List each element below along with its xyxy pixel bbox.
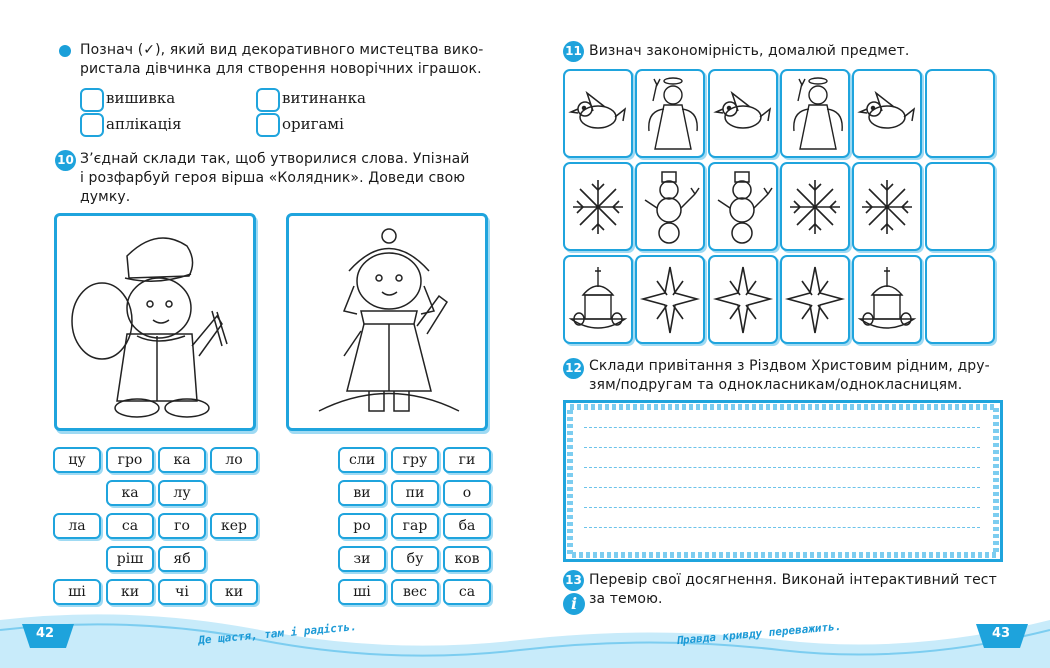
pattern-cell-angel <box>780 69 850 158</box>
bullet-dot <box>59 45 71 57</box>
task-number-13: 13 <box>563 570 584 591</box>
angel-icon <box>637 71 703 156</box>
pattern-cell-easter-basket <box>563 255 633 344</box>
pattern-cell-snowflake <box>563 162 633 251</box>
syllable-chip[interactable]: ріш <box>106 546 154 572</box>
pattern-cell-star <box>708 255 778 344</box>
bird-icon <box>710 71 776 156</box>
pattern-cell-star <box>635 255 705 344</box>
task13-line-2: за темою. <box>589 591 663 607</box>
easter-cake-icon <box>854 257 920 342</box>
pattern-cell-bird <box>563 69 633 158</box>
info-icon[interactable]: i <box>563 593 585 615</box>
task-number-11: 11 <box>563 41 584 62</box>
winter-girl-illustration <box>289 216 485 428</box>
syllable-chip[interactable]: бу <box>391 546 439 572</box>
task10-text <box>80 150 510 207</box>
footer-wave <box>0 600 1050 668</box>
pattern-cell-snowman <box>708 162 778 251</box>
snowflake-icon <box>782 164 848 249</box>
task13-line-1: Перевір свої досягнення. Виконай інтерактивний тест <box>589 572 997 588</box>
syllable-chip[interactable]: го <box>158 513 206 539</box>
intro-question <box>80 41 510 79</box>
syllable-chip[interactable]: ло <box>210 447 258 473</box>
winter-girl-picture[interactable] <box>286 213 488 431</box>
syllable-chip[interactable]: цу <box>53 447 101 473</box>
pattern-cell-angel <box>635 69 705 158</box>
syllable-chip[interactable]: ги <box>443 447 491 473</box>
option-label-origami: оригамі <box>282 115 344 133</box>
snowman-icon <box>637 164 703 249</box>
snowflake-icon <box>854 164 920 249</box>
pattern-cell-star <box>780 255 850 344</box>
syllable-chip[interactable]: кер <box>210 513 258 539</box>
syllable-chip[interactable]: гро <box>106 447 154 473</box>
writing-line <box>584 467 980 468</box>
greeting-writing-card[interactable] <box>563 400 1003 562</box>
task10-line-2: і розфарбуй героя вірша «Колядник». Доведи свою <box>80 170 466 186</box>
syllable-chip[interactable]: чі <box>158 579 206 605</box>
pattern-cell-bird <box>708 69 778 158</box>
easter-cake-icon <box>565 257 631 342</box>
intro-line-1: Познач (✓), який вид декоративного мистецтва вико- <box>80 42 484 58</box>
task11-text: Визнач закономірність, домалюй предмет. <box>589 43 910 59</box>
task-number-10: 10 <box>55 150 76 171</box>
pattern-cell-empty[interactable] <box>925 69 995 158</box>
syllable-chip[interactable]: яб <box>158 546 206 572</box>
syllable-chip[interactable]: пи <box>391 480 439 506</box>
option-label-applique: аплікація <box>106 115 182 133</box>
task12-line-2: зям/подругам та однокласникам/однокласницям. <box>589 377 963 393</box>
snowman-icon <box>710 164 776 249</box>
star-icon <box>782 257 848 342</box>
pattern-cell-snowman <box>635 162 705 251</box>
carol-boy-illustration <box>57 216 253 428</box>
syllable-chip[interactable]: ро <box>338 513 386 539</box>
pattern-cell-snowflake <box>852 162 922 251</box>
syllable-chip[interactable]: ка <box>158 447 206 473</box>
task10-line-3: думку. <box>80 189 131 205</box>
syllable-chip[interactable]: гар <box>391 513 439 539</box>
syllable-chip[interactable]: са <box>443 579 491 605</box>
pattern-cell-easter-basket <box>852 255 922 344</box>
syllable-chip[interactable]: ки <box>106 579 154 605</box>
syllable-chip[interactable]: о <box>443 480 491 506</box>
pattern-cell-snowflake <box>780 162 850 251</box>
syllable-chip[interactable]: са <box>106 513 154 539</box>
writing-line <box>584 507 980 508</box>
carol-boy-picture[interactable] <box>54 213 256 431</box>
syllable-chip[interactable]: ков <box>443 546 491 572</box>
task-number-12: 12 <box>563 358 584 379</box>
syllable-chip[interactable]: ки <box>210 579 258 605</box>
option-label-vytynanka: витинанка <box>282 89 366 107</box>
checkbox-origami[interactable] <box>256 113 280 137</box>
pattern-cell-bird <box>852 69 922 158</box>
page-number-43: 43 <box>992 626 1011 641</box>
task12-line-1: Склади привітання з Різдвом Христовим рідним, дру- <box>589 358 990 374</box>
angel-icon <box>782 71 848 156</box>
option-label-embroidery: вишивка <box>106 89 176 107</box>
intro-line-2: ристала дівчинка для створення новорічних іграшок. <box>80 61 482 77</box>
bird-icon <box>854 71 920 156</box>
checkbox-embroidery[interactable] <box>80 88 104 112</box>
star-icon <box>710 257 776 342</box>
checkbox-applique[interactable] <box>80 113 104 137</box>
pattern-cell-empty[interactable] <box>925 162 995 251</box>
checkbox-vytynanka[interactable] <box>256 88 280 112</box>
task12-text <box>589 357 1009 395</box>
star-icon <box>637 257 703 342</box>
syllable-chip[interactable]: ші <box>338 579 386 605</box>
left-page-motto: Де щастя, там і радість. <box>197 620 358 647</box>
syllable-chip[interactable]: ви <box>338 480 386 506</box>
syllable-chip[interactable]: зи <box>338 546 386 572</box>
writing-line <box>584 527 980 528</box>
writing-line <box>584 447 980 448</box>
bird-icon <box>565 71 631 156</box>
writing-line <box>584 427 980 428</box>
syllable-chip[interactable]: ка <box>106 480 154 506</box>
task10-line-1: З’єднай склади так, щоб утворилися слова. Упізнай <box>80 151 470 167</box>
pattern-cell-empty[interactable] <box>925 255 995 344</box>
syllable-chip[interactable]: сли <box>338 447 386 473</box>
syllable-chip[interactable]: ла <box>53 513 101 539</box>
syllable-chip[interactable]: лу <box>158 480 206 506</box>
writing-line <box>584 487 980 488</box>
right-page-motto: Правда кривду переважить. <box>675 619 842 648</box>
page-number-42: 42 <box>36 626 55 641</box>
syllable-chip[interactable]: ба <box>443 513 491 539</box>
snowflake-icon <box>565 164 631 249</box>
syllable-chip[interactable]: ші <box>53 579 101 605</box>
syllable-chip[interactable]: вес <box>391 579 439 605</box>
syllable-chip[interactable]: гру <box>391 447 439 473</box>
